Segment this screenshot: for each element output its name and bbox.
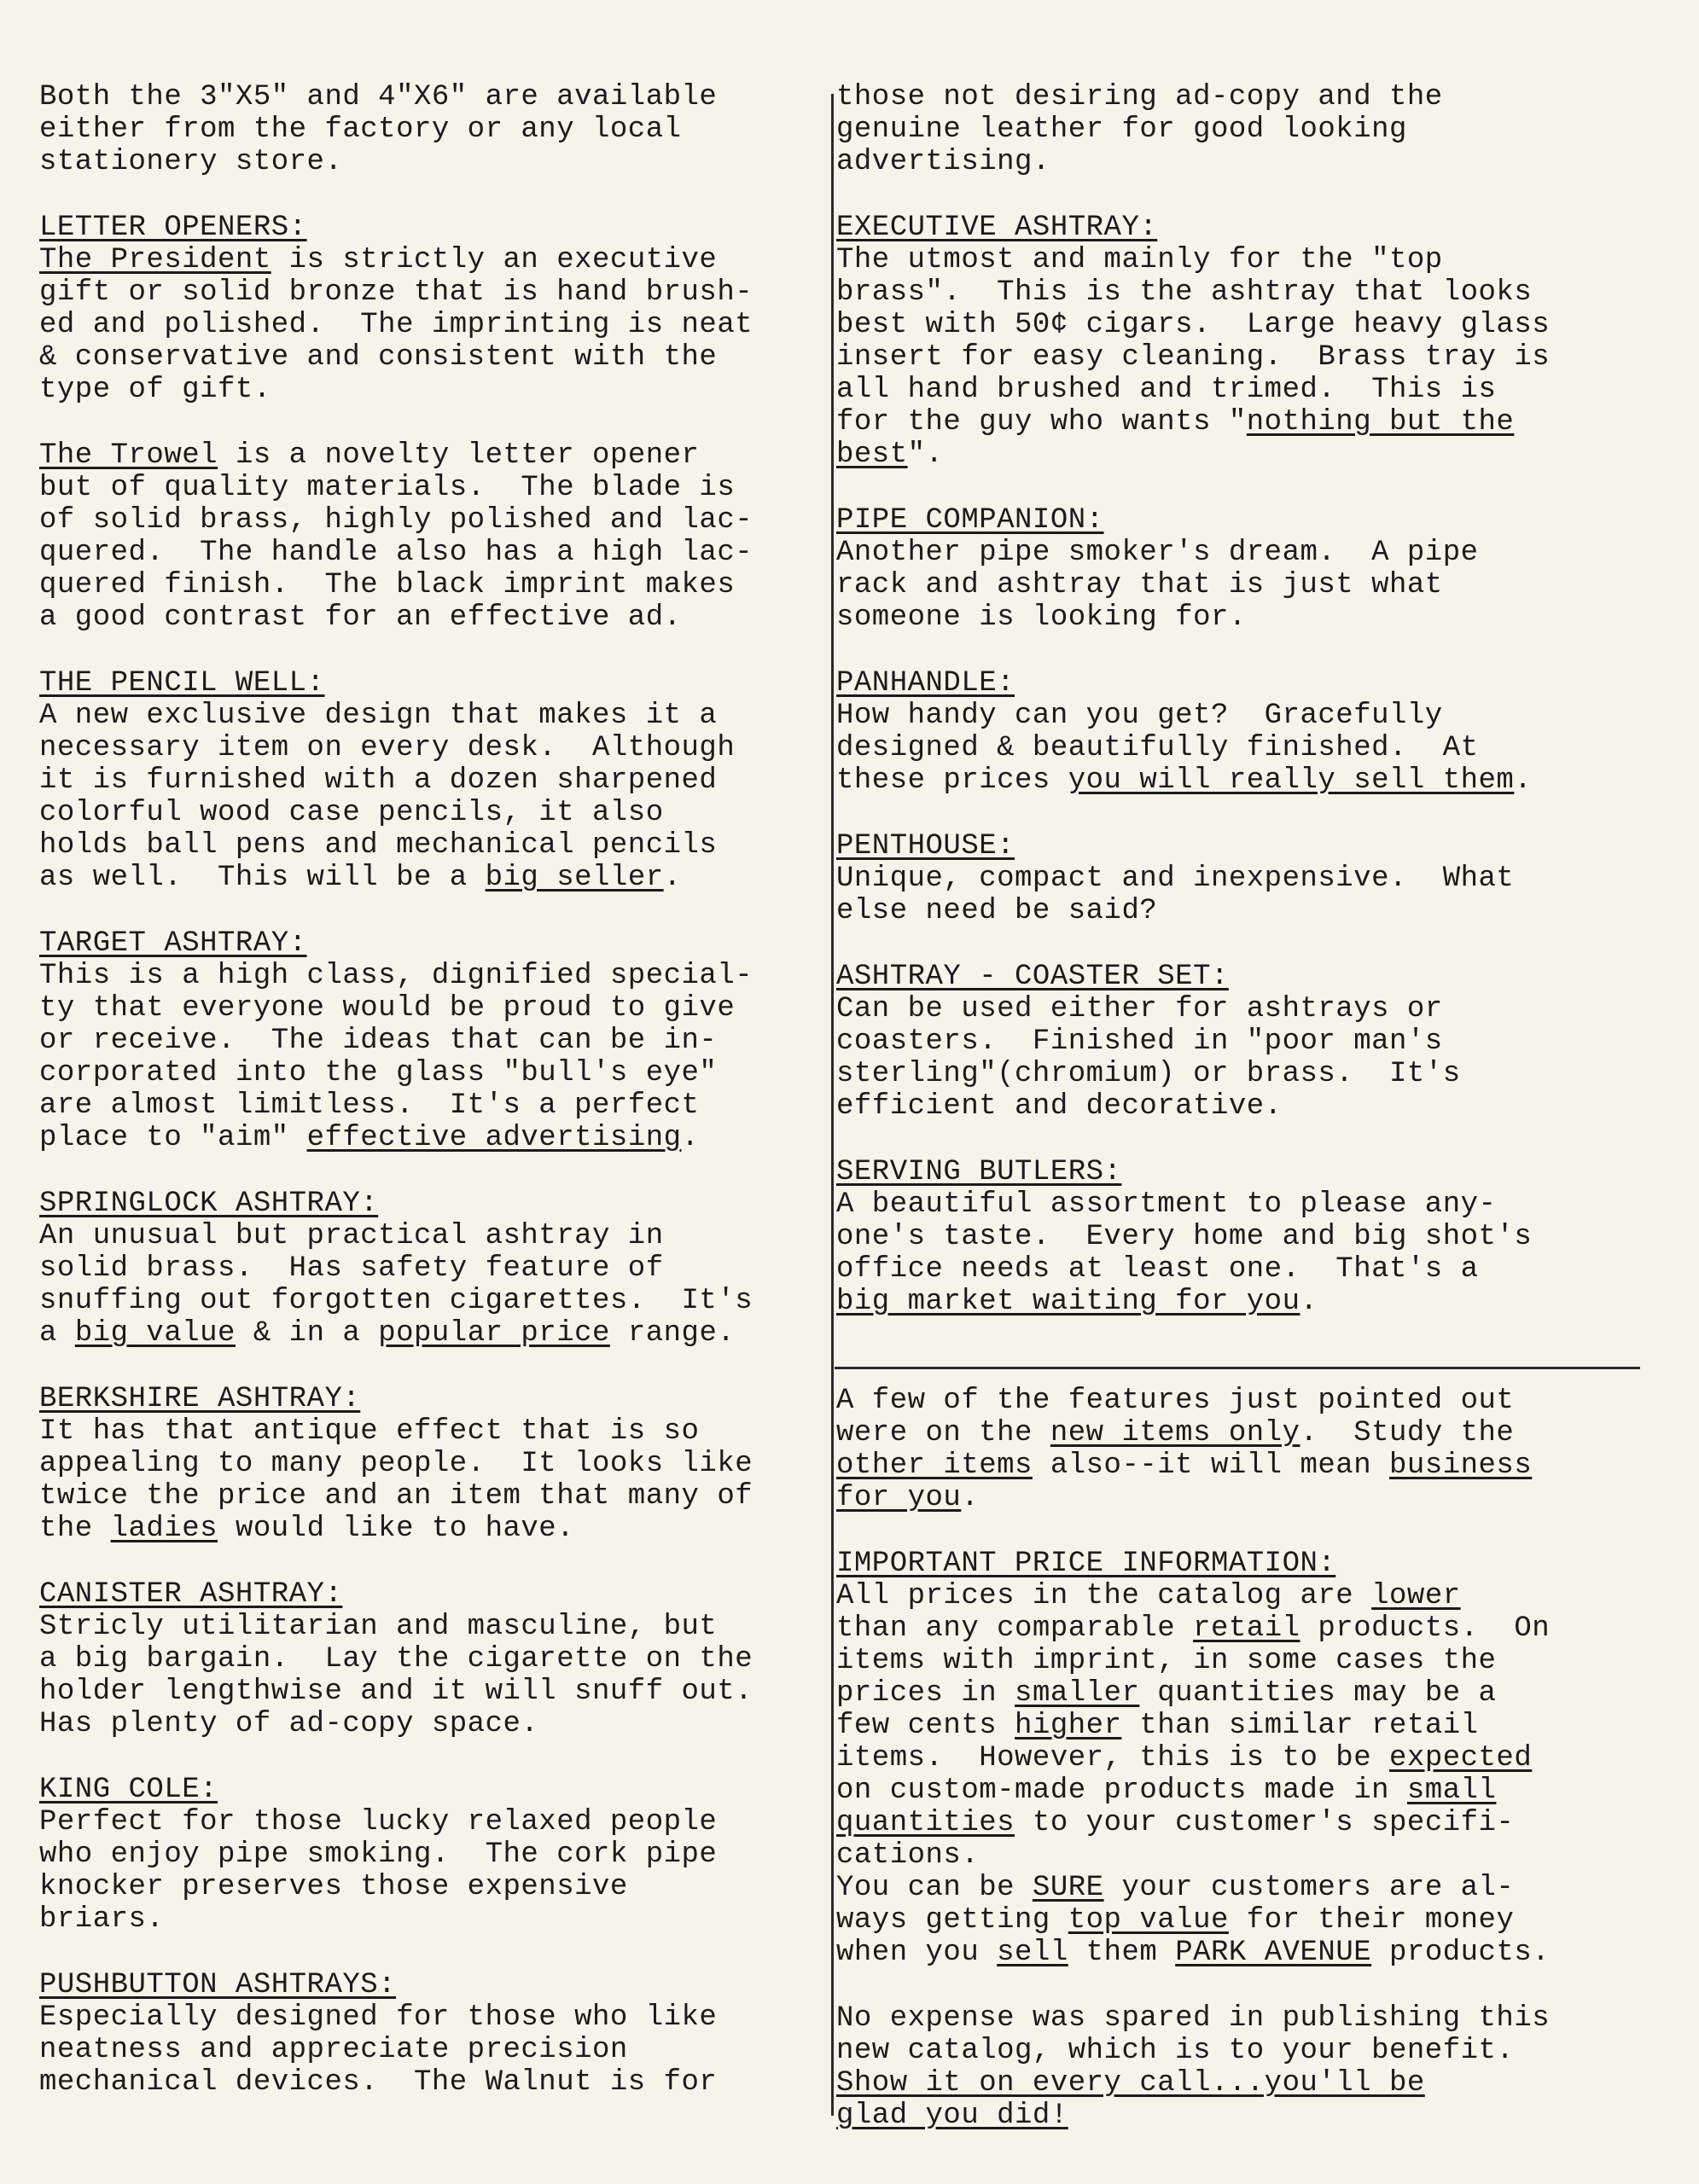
underlined-text: ladies (110, 1513, 218, 1545)
section-serving-butlers (836, 1156, 1638, 1318)
text-span: few cents (836, 1710, 1015, 1742)
text-line: of solid brass, highly polished and lac- (39, 504, 753, 537)
text-line (836, 1872, 1638, 1904)
section-heading: CANISTER ASHTRAY: (39, 1578, 343, 1611)
section-executive-ashtray (836, 212, 1638, 471)
text-line: items with imprint, in some cases the (836, 1645, 1497, 1677)
text-line: No expense was spared in publishing this (836, 2002, 1551, 2035)
text-line: genuine leather for good looking (836, 113, 1407, 146)
text-line: it is furnished with a dozen sharpened (39, 764, 718, 797)
text-line (836, 1904, 1638, 1937)
section-heading: SPRINGLOCK ASHTRAY: (39, 1188, 379, 1220)
underlined-text: PARK AVENUE (1175, 1937, 1372, 1969)
section-canister-ashtray (39, 1578, 824, 1740)
text-line: colorful wood case pencils, it also (39, 797, 664, 829)
text-line: either from the factory or any local (39, 113, 682, 146)
continued-paragraph (836, 81, 1638, 178)
features-paragraph (836, 1385, 1638, 1514)
text-line (39, 439, 824, 472)
underlined-text: business (1389, 1449, 1533, 1482)
text-line: It has that antique effect that is so (39, 1415, 700, 1448)
text-line: gift or solid bronze that is hand brush- (39, 276, 753, 309)
text-span: also--it will mean (1032, 1449, 1390, 1482)
text-line: Stricly utilitarian and masculine, but (39, 1611, 718, 1643)
underlined-text: popular price (378, 1317, 610, 1350)
text-line (836, 1580, 1638, 1612)
text-line: insert for easy cleaning. Brass tray is (836, 341, 1551, 374)
text-line: best with 50¢ cigars. Large heavy glass (836, 309, 1551, 341)
text-line: knocker preserves those expensive (39, 1871, 628, 1903)
text-span: for the guy who wants " (836, 406, 1247, 439)
text-line (836, 1807, 1638, 1839)
underlined-text: small (1406, 1774, 1497, 1807)
section-heading: ASHTRAY - COASTER SET: (836, 961, 1229, 993)
section-heading: TARGET ASHTRAY: (39, 927, 307, 960)
text-line: An unusual but practical ashtray in (39, 1220, 664, 1252)
text-line: ed and polished. The imprinting is neat (39, 309, 753, 341)
text-line (836, 1417, 1638, 1449)
text-line: mechanical devices. The Walnut is for (39, 2066, 718, 2099)
text-line (39, 862, 824, 894)
underlined-text: SURE (1032, 1872, 1104, 1904)
text-line: A beautiful assortment to please any- (836, 1188, 1497, 1221)
text-span: as well. This will be a (39, 862, 486, 894)
text-line (836, 406, 1638, 439)
section-springlock-ashtray (39, 1188, 824, 1350)
section-heading: IMPORTANT PRICE INFORMATION: (836, 1548, 1336, 1580)
text-line (39, 1513, 824, 1545)
text-line: Can be used either for ashtrays or (836, 993, 1443, 1025)
text-line: designed & beautifully finished. At (836, 732, 1479, 764)
text-line (836, 1449, 1638, 1482)
text-line (836, 2067, 1638, 2100)
text-span: . (961, 1482, 980, 1514)
text-line: or receive. The ideas that can be in- (39, 1025, 718, 1057)
text-line: neatness and appreciate precision (39, 2034, 628, 2066)
underlined-text: smaller (1015, 1677, 1140, 1710)
text-line: but of quality materials. The blade is (39, 472, 736, 504)
section-heading: THE PENCIL WELL: (39, 667, 325, 700)
section-pencil-well (39, 667, 824, 894)
text-line: brass". This is the ashtray that looks (836, 276, 1533, 309)
text-line: snuffing out forgotten cigarettes. It's (39, 1285, 753, 1317)
section-heading: EXECUTIVE ASHTRAY: (836, 212, 1158, 244)
left-column (39, 81, 824, 2099)
text-line: coasters. Finished in "poor man's (836, 1025, 1443, 1058)
text-line: How handy can you get? Gracefully (836, 700, 1443, 732)
column-divider (831, 94, 834, 2116)
text-line: quered finish. The black imprint makes (39, 569, 736, 601)
text-line (836, 1482, 1638, 1514)
text-line: quered. The handle also has a high lac- (39, 537, 753, 569)
text-line: & conservative and consistent with the (39, 341, 718, 374)
underlined-text: other items (836, 1449, 1033, 1482)
text-line: ty that everyone would be proud to give (39, 992, 736, 1025)
text-span: were on the (836, 1417, 1050, 1449)
text-line: necessary item on every desk. Although (39, 732, 736, 764)
text-line: This is a high class, dignified special- (39, 960, 753, 992)
section-king-cole (39, 1774, 824, 1936)
text-line: new catalog, which is to your benefit. (836, 2035, 1515, 2067)
section-heading: PANHANDLE: (836, 667, 1015, 700)
text-line: efficient and decorative. (836, 1090, 1283, 1123)
underlined-text: sell (997, 1937, 1068, 1969)
underlined-text: nothing but the (1246, 406, 1515, 439)
section-heading: PUSHBUTTON ASHTRAYS: (39, 1969, 397, 2001)
text-line: A new exclusive design that makes it a (39, 700, 718, 732)
text-span: place to "aim" (39, 1122, 307, 1154)
text-line: holds ball pens and mechanical pencils (39, 829, 718, 862)
underlined-text: retail (1193, 1612, 1300, 1645)
text-span: them (1068, 1937, 1176, 1969)
text-line: office needs at least one. That's a (836, 1253, 1479, 1286)
intro-paragraph (39, 81, 824, 178)
underlined-text: for you (836, 1482, 962, 1514)
section-heading: PIPE COMPANION: (836, 504, 1104, 537)
text-line: a good contrast for an effective ad. (39, 601, 682, 634)
underlined-text: quantities (836, 1807, 1015, 1839)
text-line: Perfect for those lucky relaxed people (39, 1806, 718, 1838)
text-span: a (39, 1317, 75, 1350)
text-line: who enjoy pipe smoking. The cork pipe (39, 1838, 718, 1871)
text-line: Unique, compact and inexpensive. What (836, 863, 1515, 895)
text-line (39, 244, 824, 276)
underlined-text: glad you did! (836, 2100, 1068, 2132)
text-span: ". (907, 439, 944, 471)
text-line: A few of the features just pointed out (836, 1385, 1515, 1417)
text-line (836, 1612, 1638, 1645)
text-line: advertising. (836, 146, 1050, 178)
text-span: prices in (836, 1677, 1015, 1710)
text-span: . Study the (1300, 1417, 1515, 1449)
underlined-text: expected (1389, 1742, 1533, 1774)
text-span: items. However, this is to be (836, 1742, 1390, 1774)
underlined-text: higher (1015, 1710, 1122, 1742)
text-line (39, 1317, 824, 1350)
section-letter-openers (39, 212, 824, 634)
underlined-text: best (836, 439, 908, 471)
section-berkshire-ashtray (39, 1383, 824, 1545)
underlined-text: effective advertising (306, 1122, 682, 1154)
text-line: one's taste. Every home and big shot's (836, 1221, 1533, 1253)
section-heading: KING COLE: (39, 1774, 218, 1806)
section-heading: PENTHOUSE: (836, 830, 1015, 863)
text-line (836, 2100, 1638, 2132)
text-line: stationery store. (39, 146, 343, 178)
underlined-text: big seller (485, 862, 664, 894)
text-line: corporated into the glass "bull's eye" (39, 1057, 718, 1089)
text-span: the (39, 1513, 111, 1545)
text-line: solid brass. Has safety feature of (39, 1252, 664, 1285)
section-price-information (836, 1548, 1638, 1969)
text-span: is strictly an executive (271, 244, 718, 276)
text-span: products. (1371, 1937, 1551, 1969)
text-line (836, 1677, 1638, 1710)
section-ashtray-coaster-set (836, 961, 1638, 1123)
text-line: someone is looking for. (836, 601, 1247, 634)
text-span: . (663, 862, 682, 894)
text-line: holder lengthwise and it will snuff out. (39, 1676, 753, 1708)
text-span: products. On (1300, 1612, 1551, 1645)
right-column (836, 81, 1638, 2132)
text-span: . (681, 1122, 700, 1154)
text-line (39, 1122, 824, 1154)
text-span: than similar retail (1121, 1710, 1479, 1742)
closing-paragraph (836, 2002, 1638, 2132)
text-span: when you (836, 1937, 998, 1969)
text-line: briars. (39, 1903, 165, 1936)
text-line (836, 1742, 1638, 1774)
section-heading: LETTER OPENERS: (39, 212, 307, 244)
underlined-text: The Trowel (39, 439, 218, 472)
text-line: else need be said? (836, 895, 1158, 927)
text-span: is a novelty letter opener (218, 439, 700, 472)
text-line (836, 764, 1638, 797)
section-pipe-companion (836, 504, 1638, 634)
text-line: rack and ashtray that is just what (836, 569, 1443, 601)
text-line (836, 1286, 1638, 1318)
text-span: would like to have. (218, 1513, 575, 1545)
text-line: Both the 3"X5" and 4"X6" are available (39, 81, 718, 113)
section-heading: SERVING BUTLERS: (836, 1156, 1122, 1188)
text-span: than any comparable (836, 1612, 1194, 1645)
text-span: . (1300, 1286, 1318, 1318)
text-line: Especially designed for those who like (39, 2001, 718, 2034)
text-span: All prices in the catalog are (836, 1580, 1372, 1612)
text-line: twice the price and an item that many of (39, 1480, 753, 1513)
text-line (836, 439, 1638, 471)
text-span: quantities may be a (1139, 1677, 1497, 1710)
text-line: appealing to many people. It looks like (39, 1448, 753, 1480)
text-line (836, 1937, 1638, 1969)
text-line: cations. (836, 1839, 980, 1872)
underlined-text: new items only (1050, 1417, 1300, 1449)
text-span: range. (609, 1317, 736, 1350)
text-line: sterling"(chromium) or brass. It's (836, 1058, 1461, 1090)
section-target-ashtray (39, 927, 824, 1154)
section-penthouse (836, 830, 1638, 927)
text-span: & in a (235, 1317, 379, 1350)
underlined-text: top value (1068, 1904, 1229, 1937)
text-span: for their money (1228, 1904, 1515, 1937)
text-line: a big bargain. Lay the cigarette on the (39, 1643, 753, 1676)
text-line: Has plenty of ad-copy space. (39, 1708, 539, 1740)
text-line: The utmost and mainly for the "top (836, 244, 1443, 276)
underlined-text: Show it on every call...you'll be (836, 2067, 1425, 2100)
underlined-text: The President (39, 244, 271, 276)
text-line (836, 1710, 1638, 1742)
text-span: on custom-made products made in (836, 1774, 1407, 1807)
underlined-text: big value (74, 1317, 236, 1350)
underlined-text: big market waiting for you (836, 1286, 1300, 1318)
underlined-text: lower (1371, 1580, 1461, 1612)
text-line: are almost limitless. It's a perfect (39, 1089, 700, 1122)
text-line: those not desiring ad-copy and the (836, 81, 1443, 113)
text-line (836, 1774, 1638, 1807)
text-span: You can be (836, 1872, 1033, 1904)
section-panhandle (836, 667, 1638, 797)
text-span: to your customer's specifi- (1015, 1807, 1515, 1839)
text-line: all hand brushed and trimed. This is (836, 374, 1497, 406)
text-line: type of gift. (39, 374, 271, 406)
section-heading: BERKSHIRE ASHTRAY: (39, 1383, 361, 1415)
section-pushbutton-ashtrays (39, 1969, 824, 2099)
text-span: . (1514, 764, 1533, 797)
text-span: these prices (836, 764, 1068, 797)
underlined-text: you will really sell them (1068, 764, 1515, 797)
text-span: ways getting (836, 1904, 1068, 1937)
text-span: your customers are al- (1103, 1872, 1515, 1904)
text-line: Another pipe smoker's dream. A pipe (836, 537, 1479, 569)
